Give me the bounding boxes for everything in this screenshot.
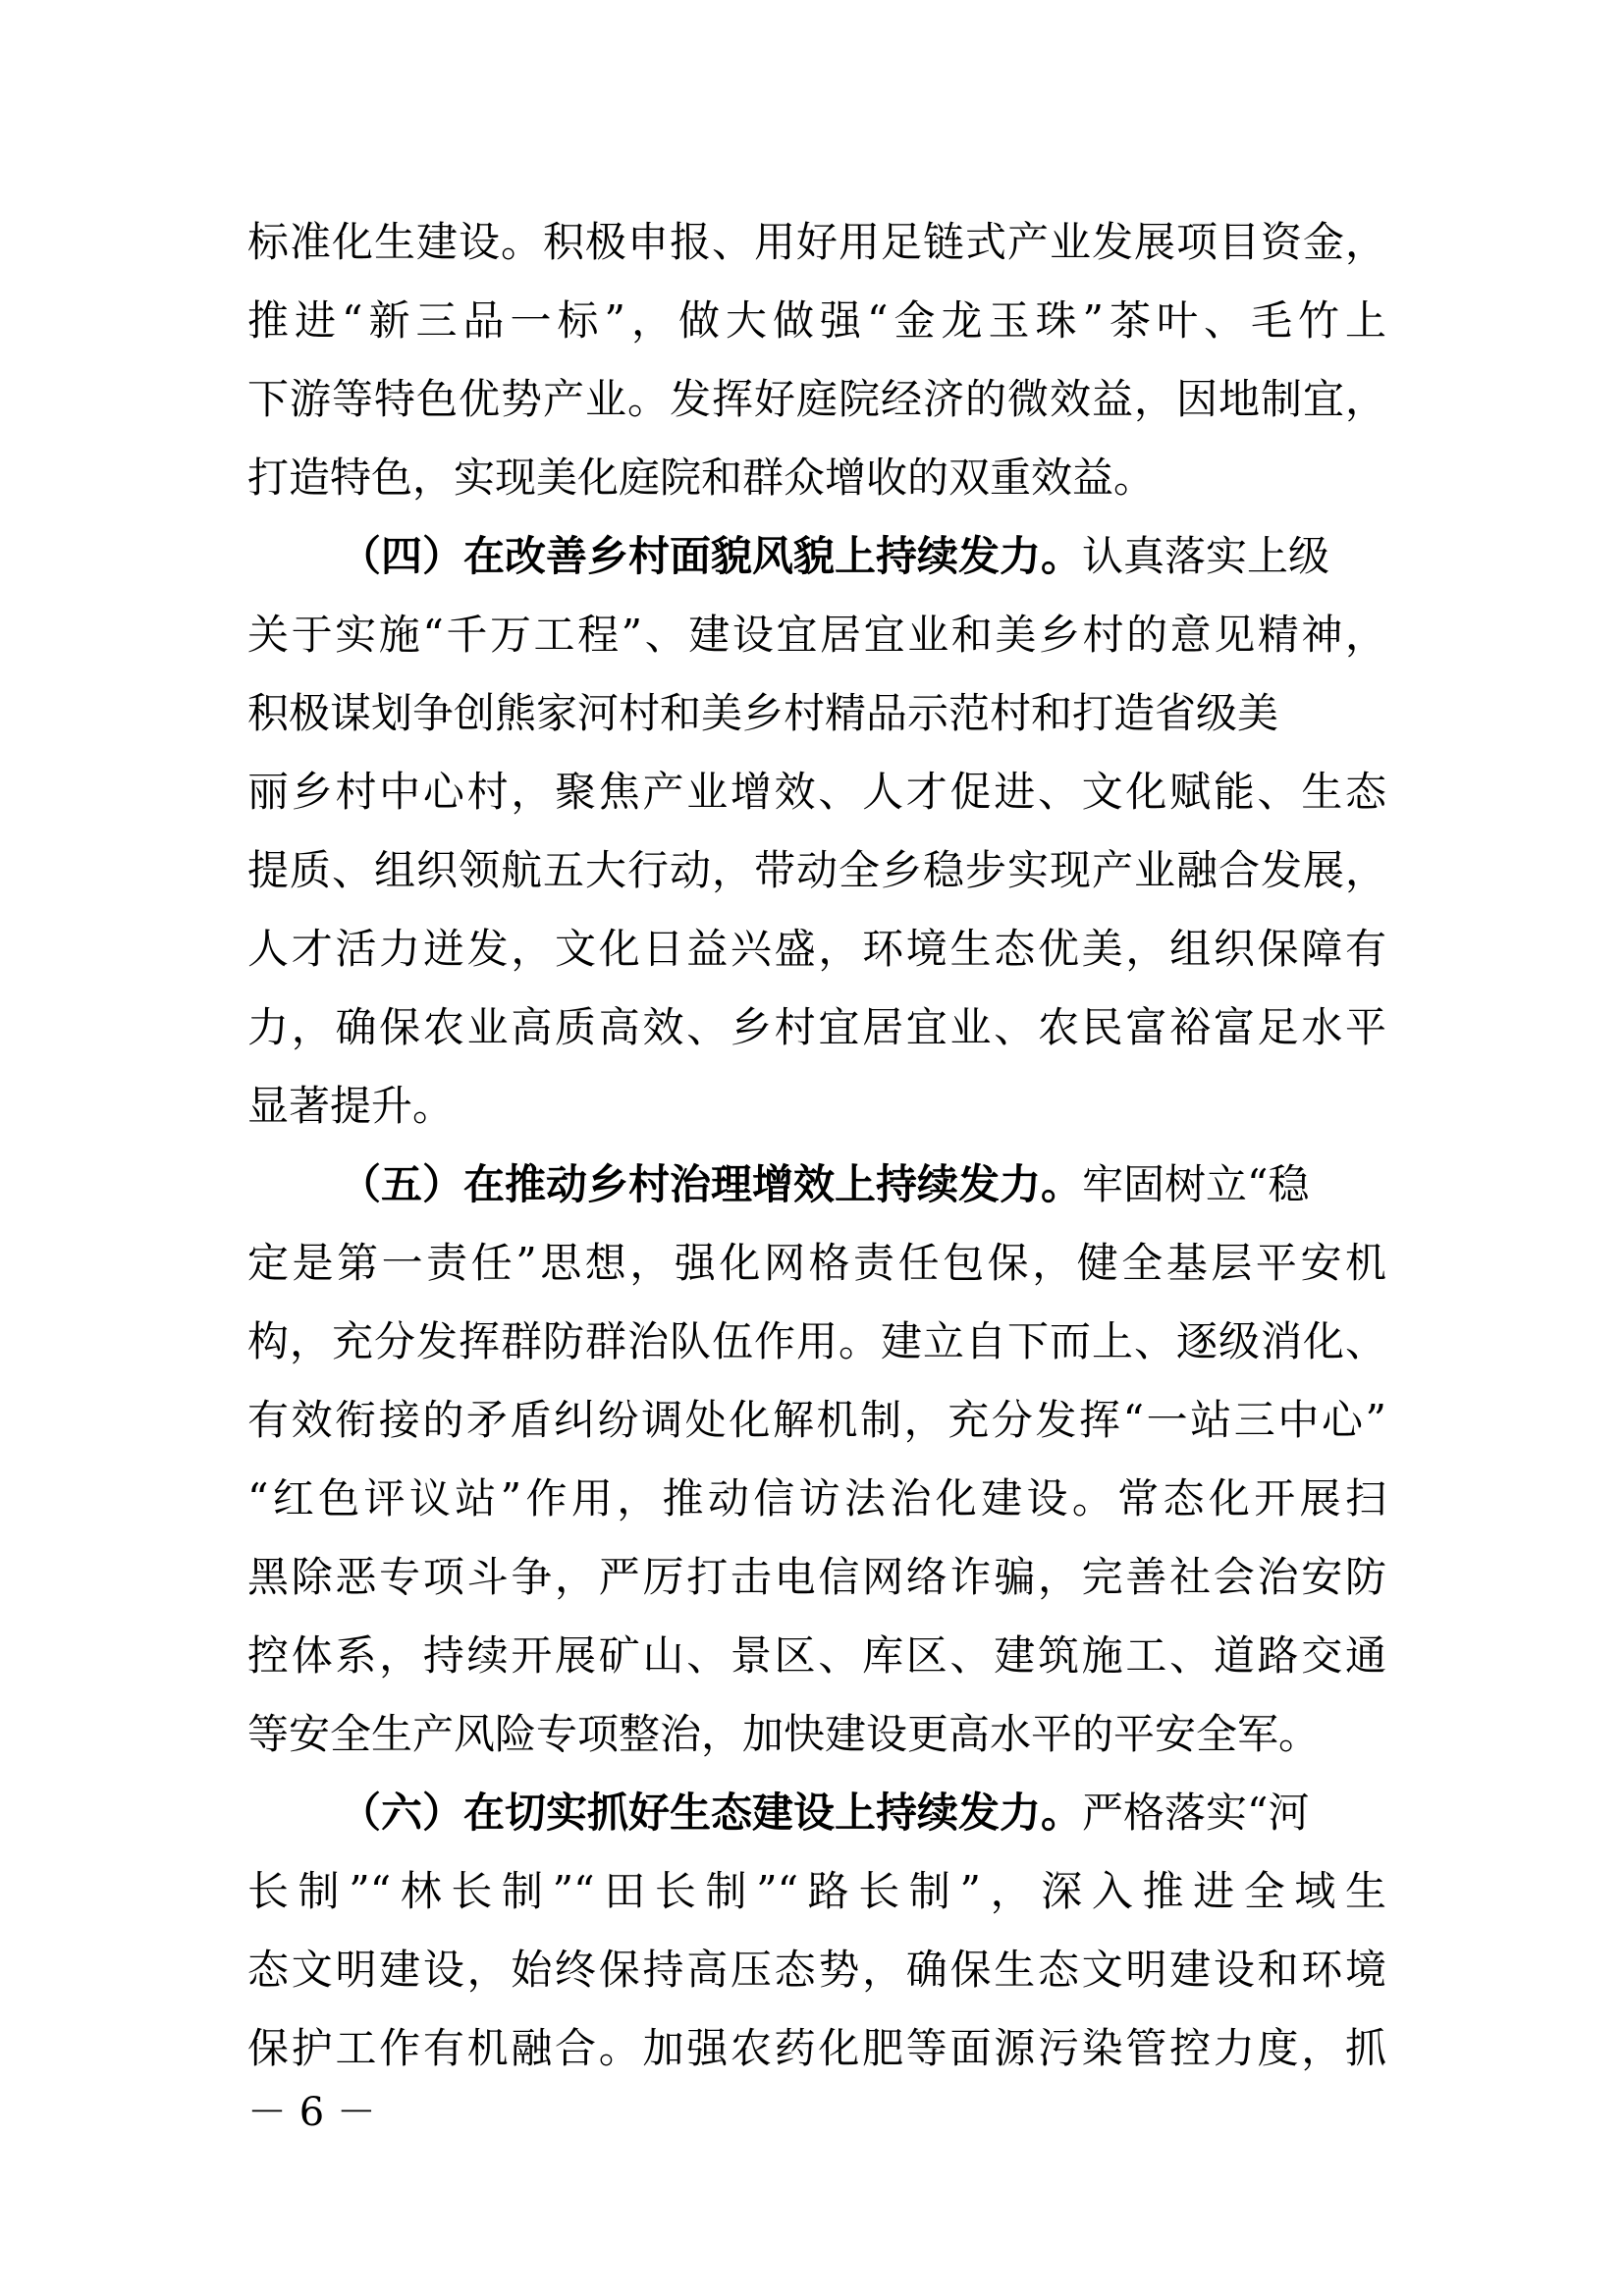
section-5-heading: （五）在推动乡村治理增效上持续发力。 [340, 1160, 1083, 1208]
text-line: 控体系，持续开展矿山、景区、库区、建筑施工、道路交通 [247, 1631, 1386, 1680]
text-line: 构，充分发挥群防群治队伍作用。建立自下而上、逐级消化、 [247, 1317, 1386, 1365]
text-line: 提质、组织领航五大行动，带动全乡稳步实现产业融合发展， [247, 846, 1386, 894]
text-line: 标准化生建设。积极申报、用好用足链式产业发展项目资金， [247, 218, 1386, 266]
section-4-line [247, 517, 1386, 596]
text-line: 等安全生产风险专项整治，加快建设更高水平的平安全军。 [247, 1710, 1321, 1758]
section-6-heading: （六）在切实抓好生态建设上持续发力。 [340, 1789, 1083, 1837]
text-line: 人才活力迸发，文化日益兴盛，环境生态优美，组织保障有 [247, 925, 1386, 973]
section-4-heading: （四）在改善乡村面貌风貌上持续发力。 [340, 532, 1083, 580]
body-text [247, 203, 1386, 2088]
section-5-line [247, 1146, 1386, 1224]
text-line: 保护工作有机融合。加强农药化肥等面源污染管控力度，抓 [247, 2024, 1386, 2072]
section-4-text: 认真落实上级 [1082, 532, 1330, 580]
text-line: 显著提升。 [247, 1082, 455, 1130]
page-number: － 6 － [247, 2090, 376, 2135]
text-line: 积极谋划争创熊家河村和美乡村精品示范村和打造省级美 [247, 689, 1279, 737]
text-line: 力，确保农业高质高效、乡村宜居宜业、农民富裕富足水平 [247, 1003, 1386, 1051]
section-5-text: 牢固树立“稳 [1082, 1160, 1310, 1208]
section-6-text: 严格落实“河 [1082, 1789, 1310, 1837]
text-line: 关于实施“千万工程”、建设宜居宜业和美乡村的意见精神， [247, 611, 1386, 659]
text-line: 有效衔接的矛盾纠纷调处化解机制，充分发挥“一站三中心” [247, 1396, 1386, 1444]
text-line: 下游等特色优势产业。发挥好庭院经济的微效益，因地制宜， [247, 375, 1386, 423]
text-line: 态文明建设，始终保持高压态势，确保生态文明建设和环境 [247, 1946, 1386, 1994]
section-6-line [247, 1774, 1386, 1852]
text-line: 打造特色，实现美化庭院和群众增收的双重效益。 [247, 454, 1156, 502]
text-line: 丽乡村中心村，聚焦产业增效、人才促进、文化赋能、生态 [247, 768, 1386, 816]
text-line: “红色评议站”作用，推动信访法治化建设。常态化开展扫 [247, 1474, 1386, 1522]
text-line: 推进“新三品一标”，做大做强“金龙玉珠”茶叶、毛竹上 [247, 296, 1386, 345]
text-line: 黑除恶专项斗争，严厉打击电信网络诈骗，完善社会治安防 [247, 1553, 1386, 1601]
text-line: 长制”“林长制”“田长制”“路长制”，深入推进全域生 [247, 1867, 1386, 1915]
text-line: 定是第一责任”思想，强化网格责任包保，健全基层平安机 [247, 1239, 1386, 1287]
